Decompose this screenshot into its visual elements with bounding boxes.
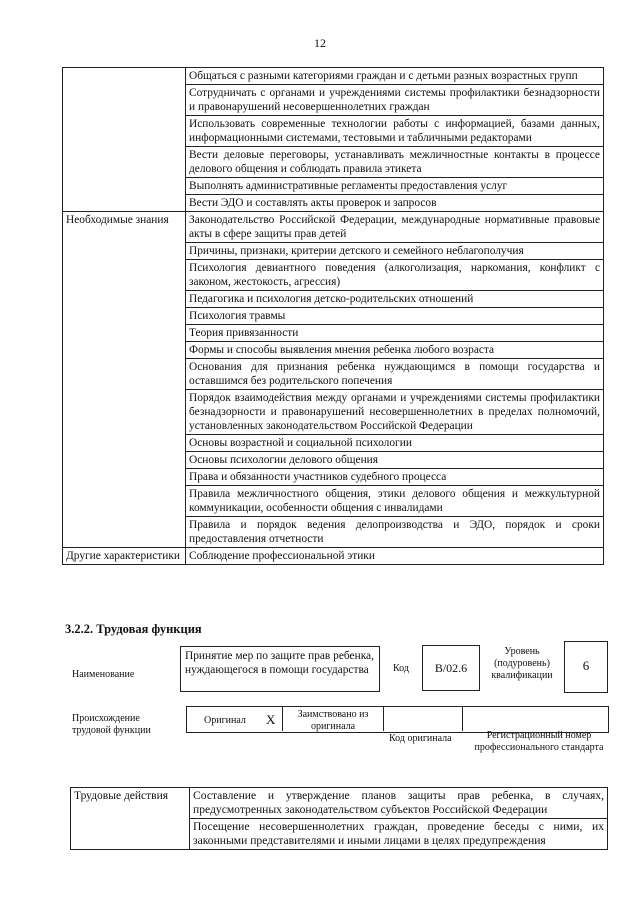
work-action-item: Составление и утверждение планов защиты прав ребенка, в случаях, предусмотренных законодательством субъектов Российской Федерации (190, 788, 608, 819)
page-number: 12 (314, 36, 326, 50)
code-value: В/02.6 (434, 661, 468, 675)
requirement-item: Сотрудничать с органами и учреждениями системы профилактики безнадзорности и правонарушений несовершеннолетних граждан (186, 85, 604, 116)
original-mark: Х (266, 712, 276, 727)
function-name-box (180, 646, 380, 692)
requirement-item: Выполнять административные регламенты предоставления услуг (186, 178, 604, 195)
requirement-item: Теория привязанности (186, 325, 604, 342)
original-label: Оригинал (204, 715, 246, 726)
level-value: 6 (582, 658, 590, 673)
group-label (63, 68, 186, 212)
group-label: Другие характеристики (63, 548, 186, 565)
function-name-value: Принятие мер по защите прав ребенка, нуждающегося в помощи государства (185, 650, 374, 676)
level-label: Уровень (подуровень) квалификации (491, 646, 553, 681)
table-row (63, 548, 604, 565)
requirement-item: Педагогика и психология детско-родительских отношений (186, 291, 604, 308)
code-original-cell (383, 706, 463, 731)
table-row (63, 212, 604, 243)
requirement-item: Права и обязанности участников судебного процесса (186, 469, 604, 486)
level-box (564, 641, 608, 693)
requirement-item: Психология девиантного поведения (алкоголизация, наркомания, конфликт с законом, жестокость, агрессия) (186, 260, 604, 291)
requirement-item: Общаться с разными категориями граждан и с детьми разных возрастных групп (186, 68, 604, 85)
borrowed-label: Заимствовано из оригинала (297, 709, 369, 732)
code-original-label: Код оригинала (389, 733, 452, 744)
work-actions-table (70, 787, 608, 850)
requirement-item: Вести ЭДО и составлять акты проверок и запросов (186, 195, 604, 212)
work-action-item: Посещение несовершеннолетних граждан, проведение беседы с ними, их законными представителями и иными лицами в целях предупреждения (190, 819, 608, 850)
section-title: 3.2.2. Трудовая функция (65, 622, 202, 636)
name-label: Наименование (72, 669, 135, 680)
requirement-item: Порядок взаимодействия между органами и учреждениями системы профилактики безнадзорности и правонарушений несовершеннолетних в пределах полномочий, установленных законодательством Российской Федерации (186, 390, 604, 435)
code-label: Код (393, 663, 409, 674)
table-row (63, 68, 604, 85)
requirement-item: Вести деловые переговоры, устанавливать межличностные контакты в процессе делового общения и соблюдать правила этикета (186, 147, 604, 178)
origin-label: Происхождение трудовой функции (72, 713, 151, 736)
work-actions-label: Трудовые действия (71, 788, 190, 850)
requirements-table (62, 67, 604, 565)
code-box (422, 645, 480, 691)
requirement-item: Основания для признания ребенка нуждающимся в помощи государства и оставшимся без родительского попечения (186, 359, 604, 390)
requirement-item: Соблюдение профессиональной этики (186, 548, 604, 565)
requirement-item: Формы и способы выявления мнения ребенка любого возраста (186, 342, 604, 359)
requirement-item: Психология травмы (186, 308, 604, 325)
requirement-item: Правила и порядок ведения делопроизводства и ЭДО, порядок и сроки предоставления отчетности (186, 517, 604, 548)
requirement-item: Основы возрастной и социальной психологии (186, 435, 604, 452)
requirement-item: Основы психологии делового общения (186, 452, 604, 469)
table-row (71, 788, 608, 819)
requirement-item: Использовать современные технологии работы с информацией, базами данных, информационными системами, тестовыми и табличными редакторами (186, 116, 604, 147)
reg-number-label: Регистрационный номер профессионального стандарта (474, 730, 604, 753)
requirement-item: Причины, признаки, критерии детского и семейного неблагополучия (186, 243, 604, 260)
requirement-item: Правила межличностного общения, этики делового общения и межкультурной коммуникации, особенности общения с инвалидами (186, 486, 604, 517)
requirement-item: Законодательство Российской Федерации, международные нормативные правовые акты в сфере защиты прав детей (186, 212, 604, 243)
group-label: Необходимые знания (63, 212, 186, 548)
